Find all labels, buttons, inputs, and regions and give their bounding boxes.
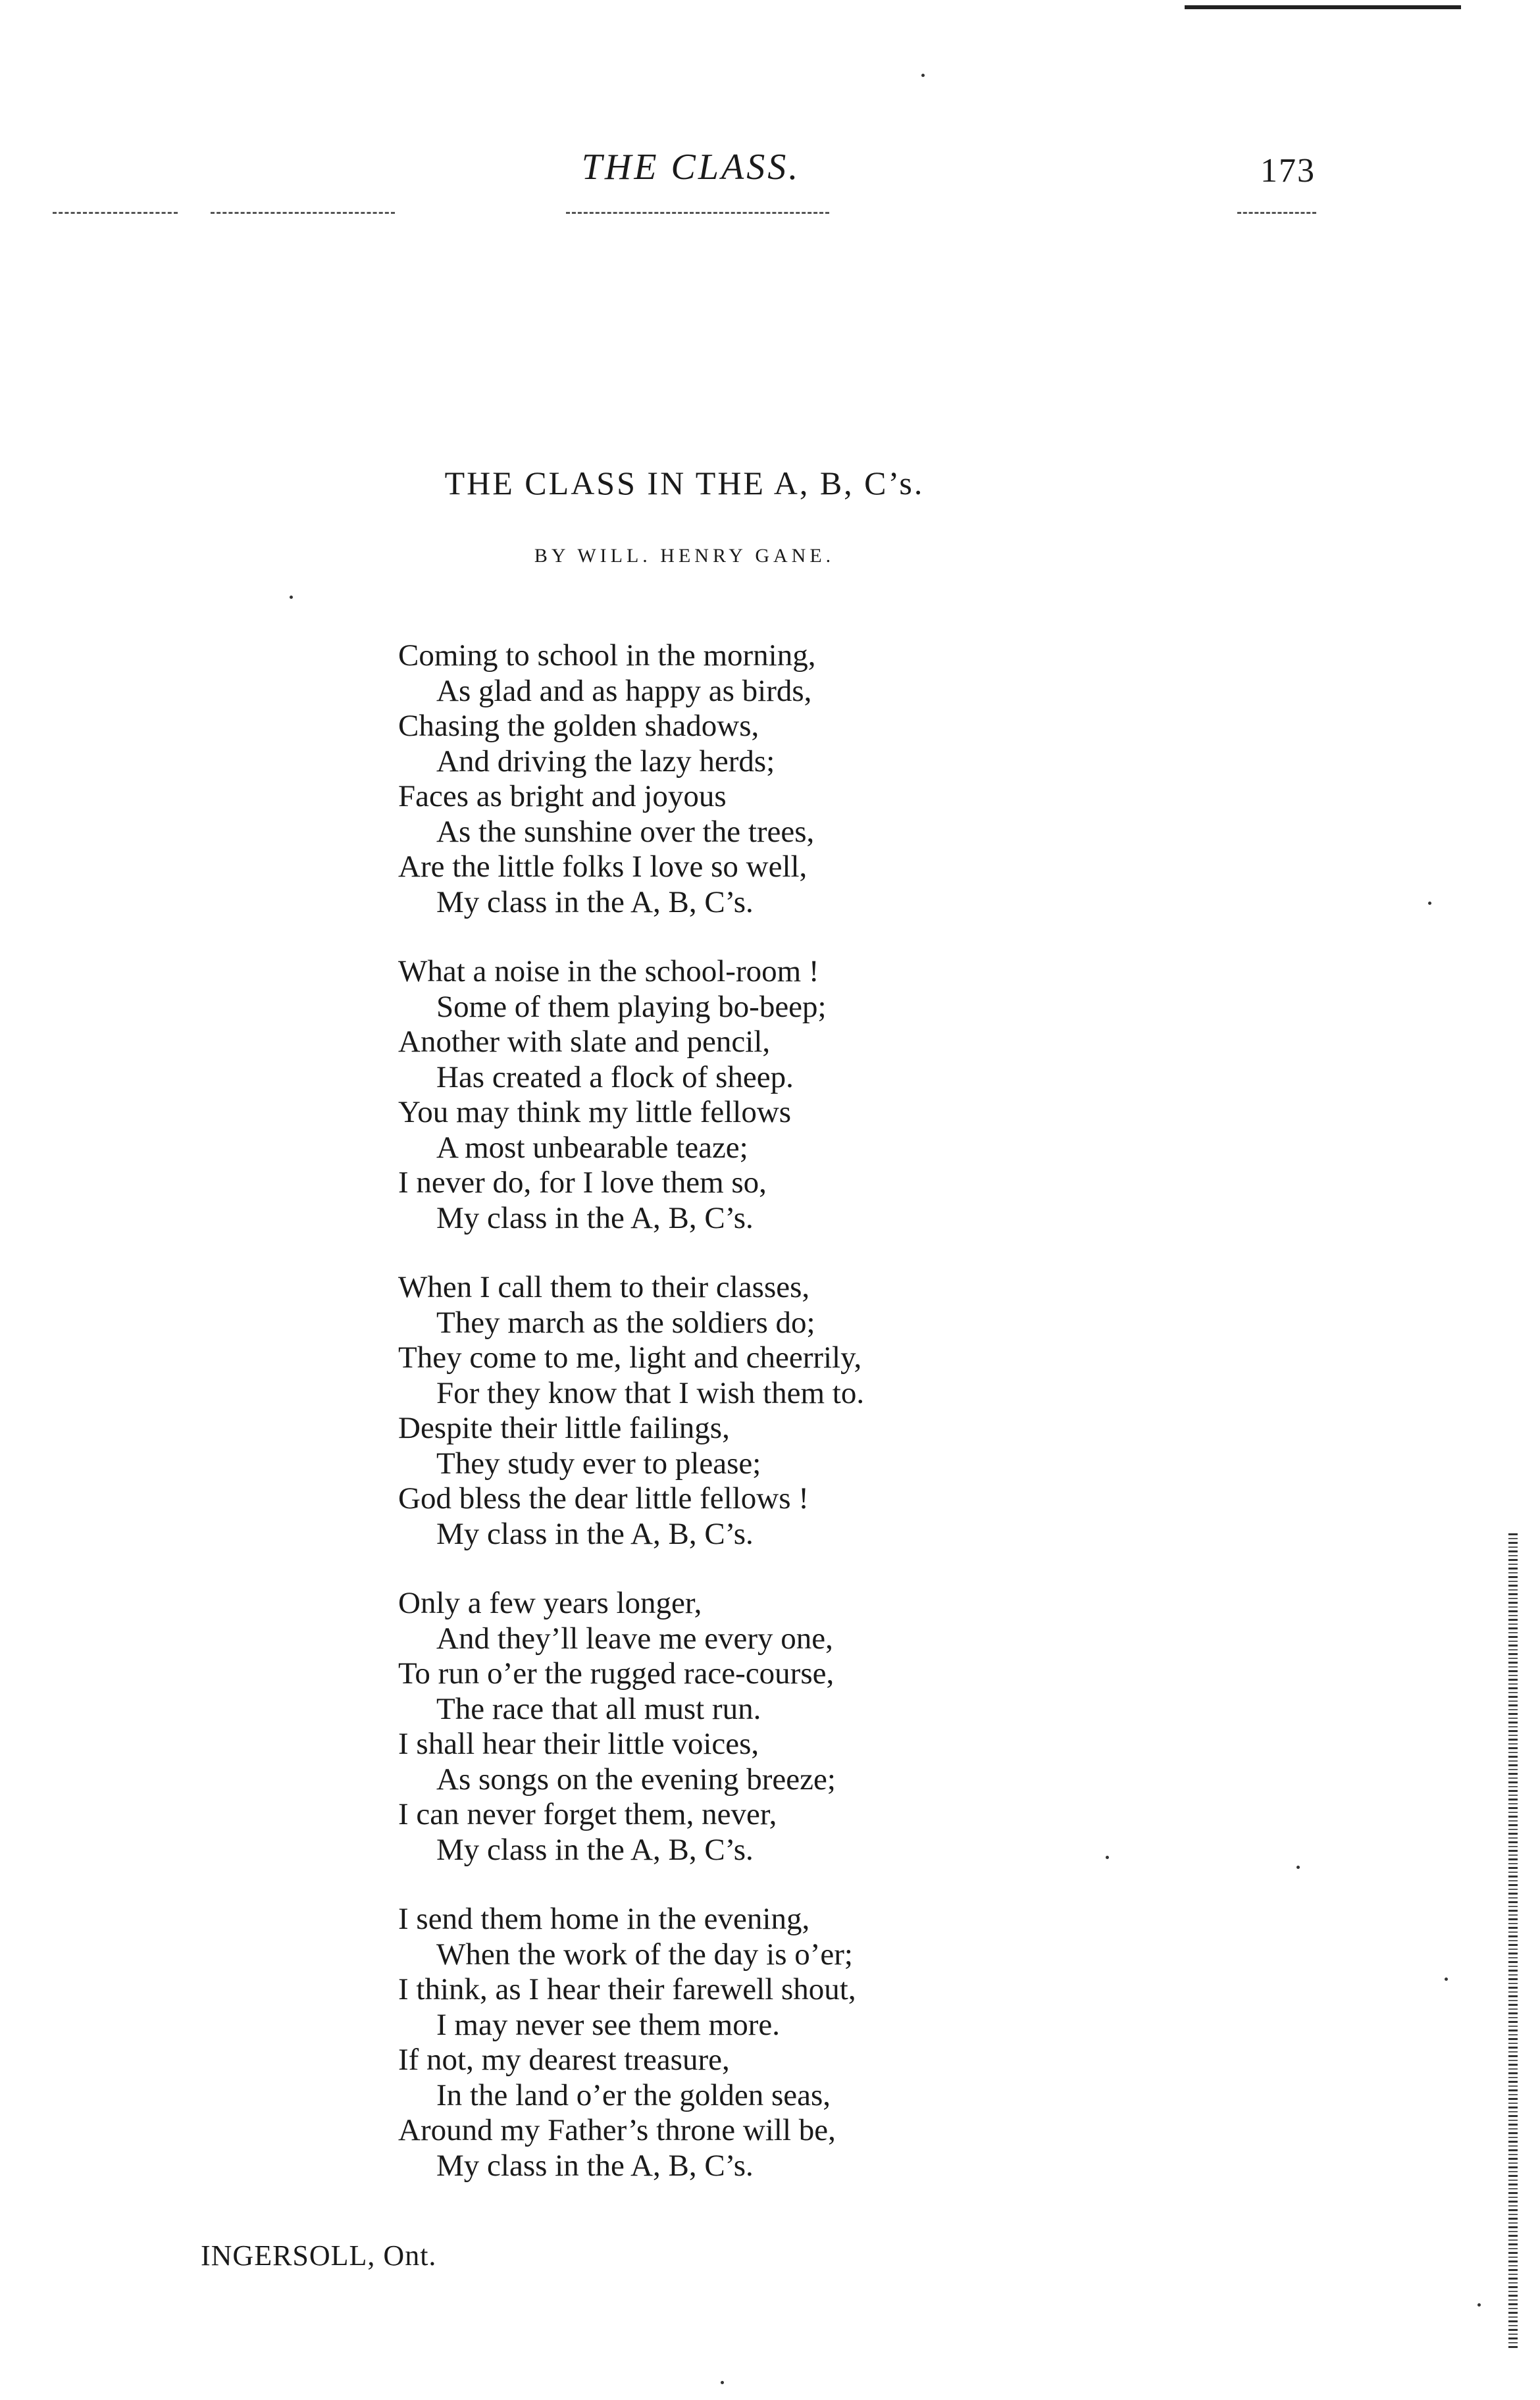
page-number: 173 [1260,152,1316,190]
poem-line: My class in the A, B, C’s. [436,1832,754,1867]
speck [1477,2303,1481,2307]
poem-line: And driving the lazy herds; [436,744,775,779]
poem-line: As glad and as happy as birds, [436,673,812,708]
poem-line: My class in the A, B, C’s. [436,1516,754,1551]
poem-line: You may think my little fellows [398,1095,792,1129]
running-head [0,146,1540,192]
stanza [398,954,1056,1236]
speck [721,2381,724,2384]
poem-line: Despite their little failings, [398,1411,730,1445]
poem-line: For they know that I wish them to. [436,1375,865,1410]
head-rule [53,212,178,214]
speck [921,74,925,77]
poem-line: When I call them to their classes, [398,1270,810,1304]
stanza [398,1902,1056,2183]
poem-line: Are the little folks I love so well, [398,850,808,884]
poem-line: Has created a flock of sheep. [436,1060,794,1094]
poem-line: To run o’er the rugged race-course, [398,1656,834,1691]
running-title: THE CLASS. [581,147,801,188]
poem-line: The race that all must run. [436,1691,761,1726]
poem-line: Some of them playing bo-beep; [436,989,827,1024]
poem-line: Chasing the golden shadows, [398,709,759,743]
binding-edge [1508,1533,1518,2349]
stanza [398,1270,1056,1552]
poem-line: I shall hear their little voices, [398,1727,759,1761]
poem-title: THE CLASS IN THE A, B, C’s. [444,465,925,501]
signature: INGERSOLL, Ont. [201,2239,437,2272]
top-rule [1185,5,1461,9]
poem-line: They study ever to please; [436,1446,761,1481]
poem-line: A most unbearable teaze; [436,1130,748,1165]
head-rule [1237,212,1316,214]
poem-line: I may never see them more. [436,2007,781,2042]
speck [1428,902,1431,905]
head-rule [211,212,395,214]
poem-line: Faces as bright and joyous [398,779,727,813]
poem-line: As the sunshine over the trees, [436,814,815,849]
poem-line: As songs on the evening breeze; [436,1762,836,1797]
poem-line: Coming to school in the morning, [398,638,816,673]
poem-line: They march as the soldiers do; [436,1305,815,1340]
poem-line: Only a few years longer, [398,1586,702,1620]
poem-line: I never do, for I love them so, [398,1165,767,1200]
poem-line: And they’ll leave me every one, [436,1621,833,1656]
poem-line: They come to me, light and cheerrily, [398,1340,862,1375]
stanza [398,1586,1056,1868]
poem-line: What a noise in the school-room ! [398,954,819,988]
speck [1445,1978,1448,1981]
poem-line: My class in the A, B, C’s. [436,884,754,919]
poem-line: When the work of the day is o’er; [436,1937,853,1972]
head-rule [566,212,829,214]
poem-line: Another with slate and pencil, [398,1025,771,1059]
poem-line: Around my Father’s throne will be, [398,2113,836,2147]
poem-byline: BY WILL. HENRY GANE. [534,545,835,567]
poem-line: In the land o’er the golden seas, [436,2078,831,2112]
poem-line: If not, my dearest treasure, [398,2043,730,2077]
stanza [398,638,1056,920]
poem-line: I can never forget them, never, [398,1797,777,1831]
poem-body [398,638,1056,2218]
poem-line: God bless the dear little fellows ! [398,1481,809,1516]
speck [1106,1856,1109,1859]
poem-line: My class in the A, B, C’s. [436,1200,754,1235]
speck [290,596,293,599]
speck [1296,1866,1300,1869]
poem-line: I think, as I hear their farewell shout, [398,1972,856,2006]
poem-line: My class in the A, B, C’s. [436,2148,754,2183]
poem-line: I send them home in the evening, [398,1902,810,1936]
